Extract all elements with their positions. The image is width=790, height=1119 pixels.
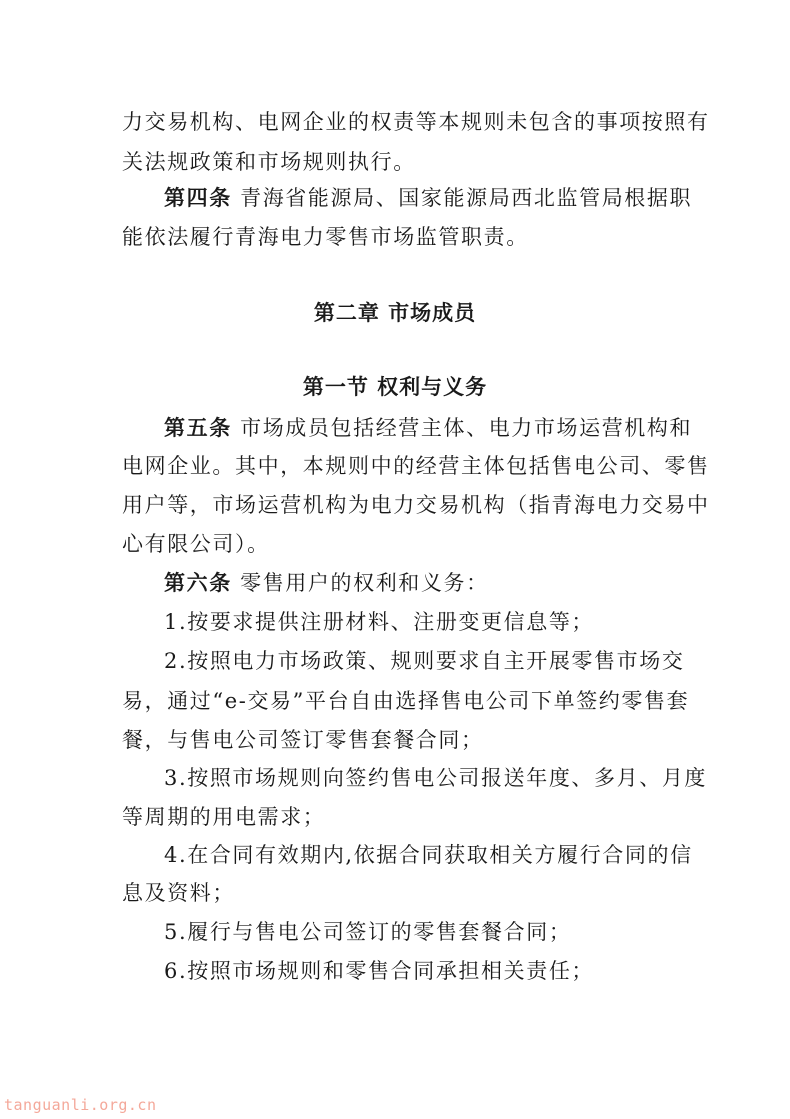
list-item-3-line-2: 等周期的用电需求； [122, 805, 326, 829]
article-5-text: 市场成员包括经营主体、电力市场运营机构和 [240, 416, 693, 440]
article-6-label: 第六条 [164, 571, 232, 595]
article-5-line-2: 电网企业。其中，本规则中的经营主体包括售电公司、零售 [122, 454, 710, 478]
article-5-label: 第五条 [164, 416, 232, 440]
list-item-3-line-1: 3.按照市场规则向签约售电公司报送年度、多月、月度 [164, 766, 708, 790]
chapter-title: 第二章 市场成员 [313, 301, 477, 325]
list-item-5: 5.履行与售电公司签订的零售套餐合同； [164, 920, 572, 944]
article-6-text: 零售用户的权利和义务： [240, 571, 489, 595]
article-4-label: 第四条 [164, 186, 232, 210]
paragraph-line: 力交易机构、电网企业的权责等本规则未包含的事项按照有 [122, 110, 710, 134]
list-item-2-line-2: 易，通过“e-交易”平台自由选择售电公司下单签约零售套 [122, 689, 690, 713]
paragraph-line: 关法规政策和市场规则执行。 [122, 150, 416, 174]
list-item-2-line-1: 2.按照电力市场政策、规则要求自主开展零售市场交 [164, 649, 685, 673]
section-title: 第一节 权利与义务 [302, 375, 488, 399]
list-item-6: 6.按照市场规则和零售合同承担相关责任； [164, 959, 595, 983]
article-6-line-1 [164, 568, 724, 598]
list-item-1: 1.按要求提供注册材料、注册变更信息等； [164, 610, 595, 634]
watermark-text: tanguanli.org.cn [4, 1096, 157, 1114]
list-item-4-line-1: 4.在合同有效期内,依据合同获取相关方履行合同的信 [164, 843, 693, 867]
article-4-text: 青海省能源局、国家能源局西北监管局根据职 [240, 186, 693, 210]
article-5-line-4: 心有限公司）。 [122, 532, 270, 556]
article-4-line-1 [164, 183, 724, 213]
article-5-line-3: 用户等，市场运营机构为电力交易机构（指青海电力交易中 [122, 493, 710, 517]
article-4-line-2: 能依法履行青海电力零售市场监管职责。 [122, 225, 529, 249]
list-item-2-line-3: 餐，与售电公司签订零售套餐合同； [122, 728, 484, 752]
list-item-4-line-2: 息及资料； [122, 881, 235, 905]
article-5-line-1 [164, 413, 724, 443]
